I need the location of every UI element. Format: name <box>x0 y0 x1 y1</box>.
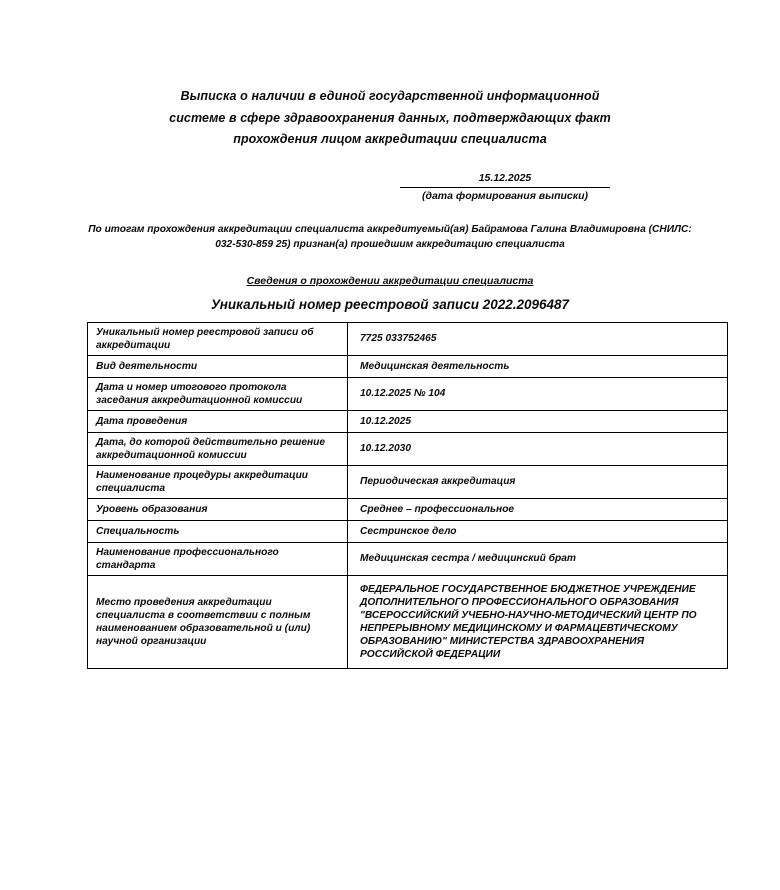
document-title <box>0 86 780 151</box>
row-label: Вид деятельности <box>88 355 348 377</box>
document-title-line: Выписка о наличии в единой государственной информационной <box>180 89 600 103</box>
row-label: Наименование процедуры аккредитации специалиста <box>88 465 348 498</box>
row-value: 7725 033752465 <box>348 322 728 355</box>
row-label: Дата, до которой действительно решение аккредитационной комиссии <box>88 432 348 465</box>
row-label: Уровень образования <box>88 498 348 520</box>
row-label: Наименование профессионального стандарта <box>88 542 348 575</box>
row-label: Место проведения аккредитации специалиста в соответствии с полным наименованием образовательной и (или) научной организации <box>88 575 348 668</box>
accreditation-table <box>87 322 728 669</box>
issue-date-block <box>400 172 610 203</box>
table-row <box>88 575 728 668</box>
statement-line: 032-530-859 25) признан(а) прошедшим аккредитацию специалиста <box>215 239 565 250</box>
table-row <box>88 355 728 377</box>
table-row <box>88 377 728 410</box>
issue-date: 15.12.2025 <box>400 172 610 188</box>
row-value: 10.12.2025 <box>348 410 728 432</box>
table-row <box>88 498 728 520</box>
section-heading: Сведения о прохождении аккредитации специалиста <box>246 274 534 287</box>
table-row <box>88 322 728 355</box>
row-value: Среднее – профессиональное <box>348 498 728 520</box>
row-label: Уникальный номер реестровой записи об аккредитации <box>88 322 348 355</box>
row-value: Сестринское дело <box>348 520 728 542</box>
document-title-line: прохождения лицом аккредитации специалиста <box>233 132 547 146</box>
table-row <box>88 520 728 542</box>
statement-paragraph <box>0 222 780 253</box>
row-value: 10.12.2025 № 104 <box>348 377 728 410</box>
row-value: ФЕДЕРАЛЬНОЕ ГОСУДАРСТВЕННОЕ БЮДЖЕТНОЕ УЧРЕЖДЕНИЕ ДОПОЛНИТЕЛЬНОГО ПРОФЕССИОНАЛЬНОГО ОБРАЗОВАНИЯ "ВСЕРОССИЙСКИЙ УЧЕБНО-НАУЧНО-МЕТОДИЧЕСКИЙ ЦЕНТР ПО НЕПРЕРЫВНОМУ МЕДИЦИНСКОМУ И ФАРМАЦЕВТИЧЕСКОМУ ОБРАЗОВАНИЮ" МИНИСТЕРСТВА ЗДРАВООХРАНЕНИЯ РОССИЙСКОЙ ФЕДЕРАЦИИ <box>348 575 728 668</box>
row-label: Дата и номер итогового протокола заседания аккредитационной комиссии <box>88 377 348 410</box>
statement-line: По итогам прохождения аккредитации специалиста аккредитуемый(ая) Байрамова Галина Владимировна (СНИЛС: <box>88 223 692 235</box>
document-title-line: системе в сфере здравоохранения данных, подтверждающих факт <box>169 110 611 125</box>
row-label: Дата проведения <box>88 410 348 432</box>
issue-date-caption: (дата формирования выписки) <box>421 189 589 202</box>
row-value: Медицинская деятельность <box>348 355 728 377</box>
row-label: Специальность <box>88 520 348 542</box>
row-value: Медицинская сестра / медицинский брат <box>348 542 728 575</box>
table-row <box>88 432 728 465</box>
row-value: 10.12.2030 <box>348 432 728 465</box>
row-value: Периодическая аккредитация <box>348 465 728 498</box>
table-row <box>88 410 728 432</box>
registry-number-heading: Уникальный номер реестровой записи 2022.2096487 <box>210 296 570 312</box>
table-row <box>88 542 728 575</box>
table-row <box>88 465 728 498</box>
